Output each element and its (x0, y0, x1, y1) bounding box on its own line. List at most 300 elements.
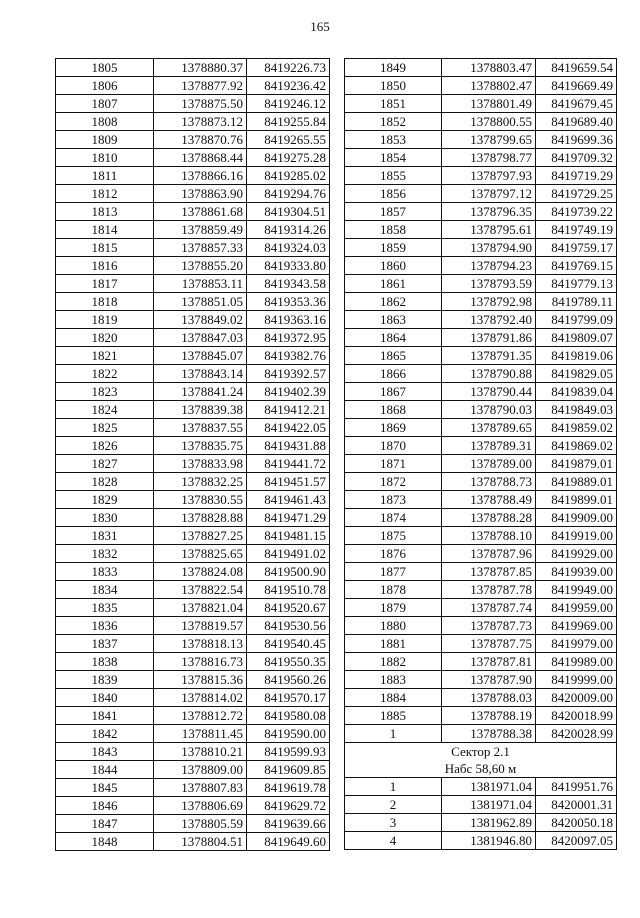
x-coordinate: 1378795.61 (442, 221, 536, 239)
y-coordinate: 8419849.03 (536, 401, 617, 419)
y-coordinate: 8419669.49 (536, 77, 617, 95)
table-row (56, 707, 330, 725)
y-coordinate: 8419819.06 (536, 347, 617, 365)
y-coordinate: 8419343.58 (247, 275, 330, 293)
x-coordinate: 1378807.83 (154, 779, 247, 797)
y-coordinate: 8420050.18 (536, 814, 617, 832)
x-coordinate: 1378788.19 (442, 707, 536, 725)
x-coordinate: 1378796.35 (442, 203, 536, 221)
x-coordinate: 1378816.73 (154, 653, 247, 671)
point-number: 1828 (56, 473, 154, 491)
table-row (56, 257, 330, 275)
point-number: 1817 (56, 275, 154, 293)
x-coordinate: 1378790.03 (442, 401, 536, 419)
table-row (56, 437, 330, 455)
x-coordinate: 1378827.25 (154, 527, 247, 545)
y-coordinate: 8419769.15 (536, 257, 617, 275)
y-coordinate: 8419749.19 (536, 221, 617, 239)
table-row (56, 473, 330, 491)
y-coordinate: 8419629.72 (247, 797, 330, 815)
y-coordinate: 8419951.76 (536, 778, 617, 796)
table-row (345, 707, 617, 725)
table-row (345, 275, 617, 293)
y-coordinate: 8419799.09 (536, 311, 617, 329)
y-coordinate: 8419729.25 (536, 185, 617, 203)
table-row (56, 743, 330, 761)
table-row (56, 311, 330, 329)
table-row (345, 832, 617, 850)
y-coordinate: 8419353.36 (247, 293, 330, 311)
point-number: 1808 (56, 113, 154, 131)
x-coordinate: 1378843.14 (154, 365, 247, 383)
y-coordinate: 8419689.40 (536, 113, 617, 131)
y-coordinate: 8419599.93 (247, 743, 330, 761)
table-row (56, 725, 330, 743)
point-number: 1873 (345, 491, 442, 509)
x-coordinate: 1378788.28 (442, 509, 536, 527)
x-coordinate: 1378787.81 (442, 653, 536, 671)
table-row (345, 617, 617, 635)
table-row (345, 473, 617, 491)
y-coordinate: 8419979.00 (536, 635, 617, 653)
x-coordinate: 1378797.12 (442, 185, 536, 203)
point-number: 1820 (56, 329, 154, 347)
table-row (345, 671, 617, 689)
table-row (345, 509, 617, 527)
point-number: 1827 (56, 455, 154, 473)
table-row (56, 797, 330, 815)
y-coordinate: 8419839.04 (536, 383, 617, 401)
x-coordinate: 1378809.00 (154, 761, 247, 779)
x-coordinate: 1381946.80 (442, 832, 536, 850)
x-coordinate: 1378787.96 (442, 545, 536, 563)
x-coordinate: 1378801.49 (442, 95, 536, 113)
point-number: 1860 (345, 257, 442, 275)
table-row (56, 653, 330, 671)
x-coordinate: 1378875.50 (154, 95, 247, 113)
x-coordinate: 1378799.65 (442, 131, 536, 149)
y-coordinate: 8419481.15 (247, 527, 330, 545)
x-coordinate: 1378866.16 (154, 167, 247, 185)
x-coordinate: 1378792.40 (442, 311, 536, 329)
y-coordinate: 8419999.00 (536, 671, 617, 689)
point-number: 1854 (345, 149, 442, 167)
table-row (345, 419, 617, 437)
point-number: 1843 (56, 743, 154, 761)
sector-header-row (345, 743, 617, 778)
x-coordinate: 1378794.90 (442, 239, 536, 257)
point-number: 1825 (56, 419, 154, 437)
y-coordinate: 8420001.31 (536, 796, 617, 814)
y-coordinate: 8419879.01 (536, 455, 617, 473)
point-number: 1864 (345, 329, 442, 347)
x-coordinate: 1378830.55 (154, 491, 247, 509)
point-number: 1831 (56, 527, 154, 545)
sector-title: Сектор 2.1 (451, 744, 510, 759)
table-row (345, 293, 617, 311)
point-number: 1813 (56, 203, 154, 221)
x-coordinate: 1378839.38 (154, 401, 247, 419)
table-row (56, 95, 330, 113)
x-coordinate: 1378790.44 (442, 383, 536, 401)
y-coordinate: 8419570.17 (247, 689, 330, 707)
y-coordinate: 8419639.66 (247, 815, 330, 833)
x-coordinate: 1378814.02 (154, 689, 247, 707)
point-number: 1837 (56, 635, 154, 653)
point-number: 1840 (56, 689, 154, 707)
table-row (56, 545, 330, 563)
y-coordinate: 8419899.01 (536, 491, 617, 509)
y-coordinate: 8419909.00 (536, 509, 617, 527)
y-coordinate: 8419789.11 (536, 293, 617, 311)
x-coordinate: 1378810.21 (154, 743, 247, 761)
x-coordinate: 1378792.98 (442, 293, 536, 311)
x-coordinate: 1378828.88 (154, 509, 247, 527)
point-number: 1878 (345, 581, 442, 599)
y-coordinate: 8419709.32 (536, 149, 617, 167)
point-number: 1852 (345, 113, 442, 131)
point-number: 1871 (345, 455, 442, 473)
y-coordinate: 8419949.00 (536, 581, 617, 599)
point-number: 1862 (345, 293, 442, 311)
table-row (345, 185, 617, 203)
point-number: 1861 (345, 275, 442, 293)
x-coordinate: 1378851.05 (154, 293, 247, 311)
y-coordinate: 8419461.43 (247, 491, 330, 509)
x-coordinate: 1378880.37 (154, 59, 247, 77)
y-coordinate: 8419609.85 (247, 761, 330, 779)
x-coordinate: 1378855.20 (154, 257, 247, 275)
y-coordinate: 8420018.99 (536, 707, 617, 725)
y-coordinate: 8419719.29 (536, 167, 617, 185)
table-row (56, 509, 330, 527)
x-coordinate: 1378849.02 (154, 311, 247, 329)
y-coordinate: 8419324.03 (247, 239, 330, 257)
table-row (56, 185, 330, 203)
x-coordinate: 1378806.69 (154, 797, 247, 815)
x-coordinate: 1378811.45 (154, 725, 247, 743)
point-number: 1877 (345, 563, 442, 581)
y-coordinate: 8419402.39 (247, 383, 330, 401)
x-coordinate: 1378787.75 (442, 635, 536, 653)
table-row (56, 365, 330, 383)
x-coordinate: 1378787.74 (442, 599, 536, 617)
x-coordinate: 1378833.98 (154, 455, 247, 473)
table-row (56, 203, 330, 221)
point-number: 1811 (56, 167, 154, 185)
y-coordinate: 8419649.60 (247, 833, 330, 851)
table-row (56, 455, 330, 473)
table-row (345, 401, 617, 419)
point-number: 1874 (345, 509, 442, 527)
point-number: 1867 (345, 383, 442, 401)
table-row (56, 329, 330, 347)
x-coordinate: 1378815.36 (154, 671, 247, 689)
x-coordinate: 1378863.90 (154, 185, 247, 203)
y-coordinate: 8419372.95 (247, 329, 330, 347)
point-number: 1884 (345, 689, 442, 707)
table-row (56, 491, 330, 509)
y-coordinate: 8419500.90 (247, 563, 330, 581)
y-coordinate: 8419333.80 (247, 257, 330, 275)
table-row (345, 455, 617, 473)
x-coordinate: 1378802.47 (442, 77, 536, 95)
table-row (345, 113, 617, 131)
x-coordinate: 1378824.08 (154, 563, 247, 581)
table-row (345, 95, 617, 113)
x-coordinate: 1378841.24 (154, 383, 247, 401)
page-number: 165 (310, 19, 330, 34)
point-number: 1848 (56, 833, 154, 851)
x-coordinate: 1378793.59 (442, 275, 536, 293)
x-coordinate: 1378787.90 (442, 671, 536, 689)
x-coordinate: 1378787.78 (442, 581, 536, 599)
table-row (345, 149, 617, 167)
point-number: 1870 (345, 437, 442, 455)
point-number: 1859 (345, 239, 442, 257)
y-coordinate: 8419699.36 (536, 131, 617, 149)
table-row (56, 347, 330, 365)
x-coordinate: 1378788.73 (442, 473, 536, 491)
point-number: 4 (345, 832, 442, 850)
x-coordinate: 1378797.93 (442, 167, 536, 185)
table-row (345, 581, 617, 599)
table-row (345, 814, 617, 832)
y-coordinate: 8419294.76 (247, 185, 330, 203)
y-coordinate: 8419659.54 (536, 59, 617, 77)
point-number: 1857 (345, 203, 442, 221)
x-coordinate: 1378789.65 (442, 419, 536, 437)
point-number: 1833 (56, 563, 154, 581)
point-number: 1879 (345, 599, 442, 617)
x-coordinate: 1381962.89 (442, 814, 536, 832)
table-row (345, 365, 617, 383)
y-coordinate: 8419422.05 (247, 419, 330, 437)
table-row (56, 401, 330, 419)
y-coordinate: 8419759.17 (536, 239, 617, 257)
y-coordinate: 8419779.13 (536, 275, 617, 293)
x-coordinate: 1378870.76 (154, 131, 247, 149)
table-row (56, 761, 330, 779)
table-row (56, 113, 330, 131)
point-number: 1838 (56, 653, 154, 671)
point-number: 1 (345, 725, 442, 743)
y-coordinate: 8419829.05 (536, 365, 617, 383)
table-row (345, 239, 617, 257)
y-coordinate: 8419471.29 (247, 509, 330, 527)
point-number: 1830 (56, 509, 154, 527)
table-row (56, 527, 330, 545)
table-row (56, 293, 330, 311)
y-coordinate: 8419809.07 (536, 329, 617, 347)
y-coordinate: 8419412.21 (247, 401, 330, 419)
x-coordinate: 1378873.12 (154, 113, 247, 131)
x-coordinate: 1378790.88 (442, 365, 536, 383)
x-coordinate: 1381971.04 (442, 778, 536, 796)
x-coordinate: 1378868.44 (154, 149, 247, 167)
y-coordinate: 8419441.72 (247, 455, 330, 473)
y-coordinate: 8419530.56 (247, 617, 330, 635)
y-coordinate: 8419275.28 (247, 149, 330, 167)
point-number: 1845 (56, 779, 154, 797)
x-coordinate: 1378788.03 (442, 689, 536, 707)
point-number: 1858 (345, 221, 442, 239)
table-row (56, 815, 330, 833)
point-number: 3 (345, 814, 442, 832)
x-coordinate: 1378791.35 (442, 347, 536, 365)
table-row (345, 311, 617, 329)
x-coordinate: 1378788.38 (442, 725, 536, 743)
table-row (56, 581, 330, 599)
point-number: 1822 (56, 365, 154, 383)
table-row (56, 563, 330, 581)
y-coordinate: 8419363.16 (247, 311, 330, 329)
table-row (345, 329, 617, 347)
point-number: 1809 (56, 131, 154, 149)
y-coordinate: 8419451.57 (247, 473, 330, 491)
point-number: 1851 (345, 95, 442, 113)
x-coordinate: 1378788.10 (442, 527, 536, 545)
point-number: 1815 (56, 239, 154, 257)
table-row (345, 131, 617, 149)
y-coordinate: 8419929.00 (536, 545, 617, 563)
point-number: 1810 (56, 149, 154, 167)
x-coordinate: 1378789.31 (442, 437, 536, 455)
point-number: 1875 (345, 527, 442, 545)
y-coordinate: 8419859.02 (536, 419, 617, 437)
table-row (345, 383, 617, 401)
table-row (56, 167, 330, 185)
x-coordinate: 1378861.68 (154, 203, 247, 221)
point-number: 1821 (56, 347, 154, 365)
point-number: 1834 (56, 581, 154, 599)
table-row (345, 77, 617, 95)
point-number: 1812 (56, 185, 154, 203)
y-coordinate: 8420028.99 (536, 725, 617, 743)
y-coordinate: 8419540.45 (247, 635, 330, 653)
table-row (56, 221, 330, 239)
point-number: 1829 (56, 491, 154, 509)
table-row (345, 59, 617, 77)
sector-subtitle: Набс 58,60 м (444, 761, 517, 776)
x-coordinate: 1378877.92 (154, 77, 247, 95)
point-number: 1824 (56, 401, 154, 419)
y-coordinate: 8419560.26 (247, 671, 330, 689)
table-row (56, 779, 330, 797)
x-coordinate: 1378821.04 (154, 599, 247, 617)
x-coordinate: 1378835.75 (154, 437, 247, 455)
x-coordinate: 1378812.72 (154, 707, 247, 725)
point-number: 1805 (56, 59, 154, 77)
x-coordinate: 1381971.04 (442, 796, 536, 814)
y-coordinate: 8419314.26 (247, 221, 330, 239)
x-coordinate: 1378804.51 (154, 833, 247, 851)
y-coordinate: 8419491.02 (247, 545, 330, 563)
coordinates-table-right (344, 58, 617, 850)
table-row (56, 239, 330, 257)
point-number: 1847 (56, 815, 154, 833)
y-coordinate: 8419939.00 (536, 563, 617, 581)
table-row (345, 527, 617, 545)
table-row (56, 689, 330, 707)
table-row (56, 599, 330, 617)
point-number: 1881 (345, 635, 442, 653)
x-coordinate: 1378819.57 (154, 617, 247, 635)
x-coordinate: 1378789.00 (442, 455, 536, 473)
y-coordinate: 8419246.12 (247, 95, 330, 113)
y-coordinate: 8419619.78 (247, 779, 330, 797)
point-number: 1819 (56, 311, 154, 329)
point-number: 1855 (345, 167, 442, 185)
y-coordinate: 8419382.76 (247, 347, 330, 365)
y-coordinate: 8419265.55 (247, 131, 330, 149)
y-coordinate: 8419304.51 (247, 203, 330, 221)
table-row (345, 545, 617, 563)
x-coordinate: 1378853.11 (154, 275, 247, 293)
x-coordinate: 1378847.03 (154, 329, 247, 347)
point-number: 1882 (345, 653, 442, 671)
point-number: 1865 (345, 347, 442, 365)
x-coordinate: 1378845.07 (154, 347, 247, 365)
y-coordinate: 8419255.84 (247, 113, 330, 131)
y-coordinate: 8420009.00 (536, 689, 617, 707)
point-number: 1885 (345, 707, 442, 725)
table-row (56, 635, 330, 653)
y-coordinate: 8419590.00 (247, 725, 330, 743)
y-coordinate: 8419392.57 (247, 365, 330, 383)
x-coordinate: 1378832.25 (154, 473, 247, 491)
table-row (345, 347, 617, 365)
point-number: 2 (345, 796, 442, 814)
table-row (56, 275, 330, 293)
table-row (345, 599, 617, 617)
point-number: 1883 (345, 671, 442, 689)
point-number: 1835 (56, 599, 154, 617)
x-coordinate: 1378798.77 (442, 149, 536, 167)
point-number: 1806 (56, 77, 154, 95)
x-coordinate: 1378859.49 (154, 221, 247, 239)
point-number: 1863 (345, 311, 442, 329)
point-number: 1856 (345, 185, 442, 203)
x-coordinate: 1378803.47 (442, 59, 536, 77)
x-coordinate: 1378787.73 (442, 617, 536, 635)
y-coordinate: 8419226.73 (247, 59, 330, 77)
table-row (345, 203, 617, 221)
table-row (345, 437, 617, 455)
point-number: 1850 (345, 77, 442, 95)
x-coordinate: 1378822.54 (154, 581, 247, 599)
table-row (56, 59, 330, 77)
point-number: 1818 (56, 293, 154, 311)
point-number: 1814 (56, 221, 154, 239)
x-coordinate: 1378837.55 (154, 419, 247, 437)
point-number: 1844 (56, 761, 154, 779)
y-coordinate: 8419285.02 (247, 167, 330, 185)
x-coordinate: 1378818.13 (154, 635, 247, 653)
table-row (345, 167, 617, 185)
table-row (345, 653, 617, 671)
y-coordinate: 8419550.35 (247, 653, 330, 671)
table-row (345, 635, 617, 653)
sector-header (345, 743, 617, 778)
x-coordinate: 1378791.86 (442, 329, 536, 347)
y-coordinate: 8419580.08 (247, 707, 330, 725)
point-number: 1849 (345, 59, 442, 77)
point-number: 1846 (56, 797, 154, 815)
point-number: 1841 (56, 707, 154, 725)
point-number: 1836 (56, 617, 154, 635)
point-number: 1842 (56, 725, 154, 743)
